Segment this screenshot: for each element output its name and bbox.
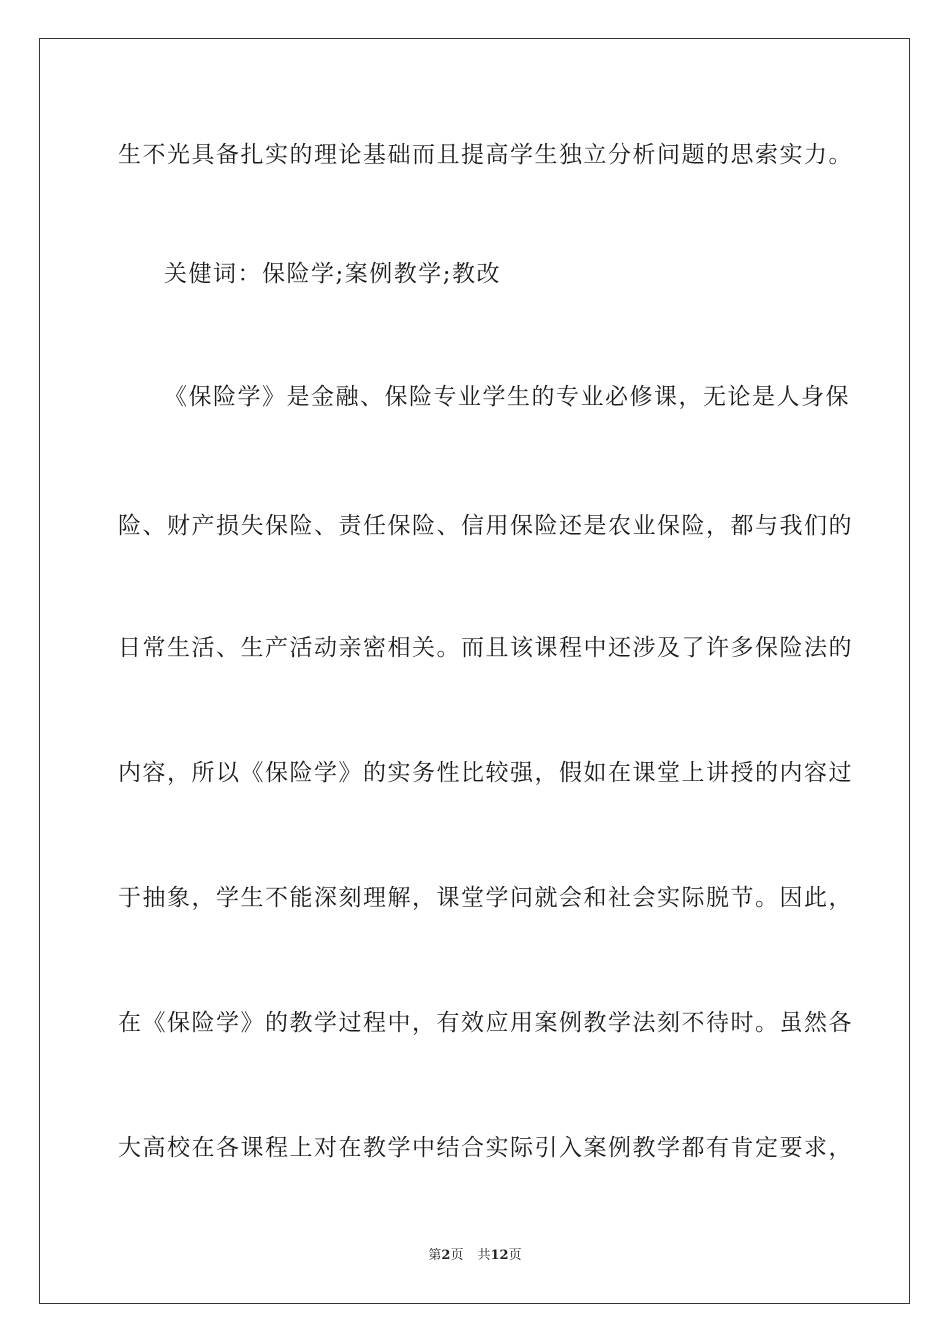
page-frame	[39, 38, 910, 1304]
total-pages: 12	[490, 1248, 509, 1263]
text-line-8: 在《保险学》的教学过程中，有效应用案例教学法刻不待时。虽然各	[118, 1010, 853, 1036]
page-number: 2	[441, 1248, 451, 1263]
keywords-line: 关健词：保险学;案例教学;教改	[164, 261, 501, 287]
text-line-3: 《保险学》是金融、保险专业学生的专业必修课，无论是人身保	[164, 384, 850, 410]
text-line-1: 生不光具备扎实的理论基础而且提高学生独立分析问题的思索实力。	[118, 142, 853, 168]
page-footer	[0, 1247, 950, 1265]
text-line-4: 险、财产损失保险、责任保险、信用保险还是农业保险，都与我们的	[118, 513, 853, 539]
text-line-6: 内容，所以《保险学》的实务性比较强，假如在课堂上讲授的内容过	[118, 760, 853, 786]
total-prefix: 共	[477, 1248, 491, 1263]
total-suffix: 页	[508, 1248, 522, 1263]
text-line-9: 大高校在各课程上对在教学中结合实际引入案例教学都有肯定要求，	[118, 1135, 853, 1161]
page-suffix: 页	[450, 1248, 464, 1263]
text-line-5: 日常生活、生产活动亲密相关。而且该课程中还涉及了许多保险法的	[118, 635, 853, 661]
page-prefix: 第	[428, 1248, 442, 1263]
text-line-7: 于抽象，学生不能深刻理解，课堂学问就会和社会实际脱节。因此，	[118, 885, 853, 911]
